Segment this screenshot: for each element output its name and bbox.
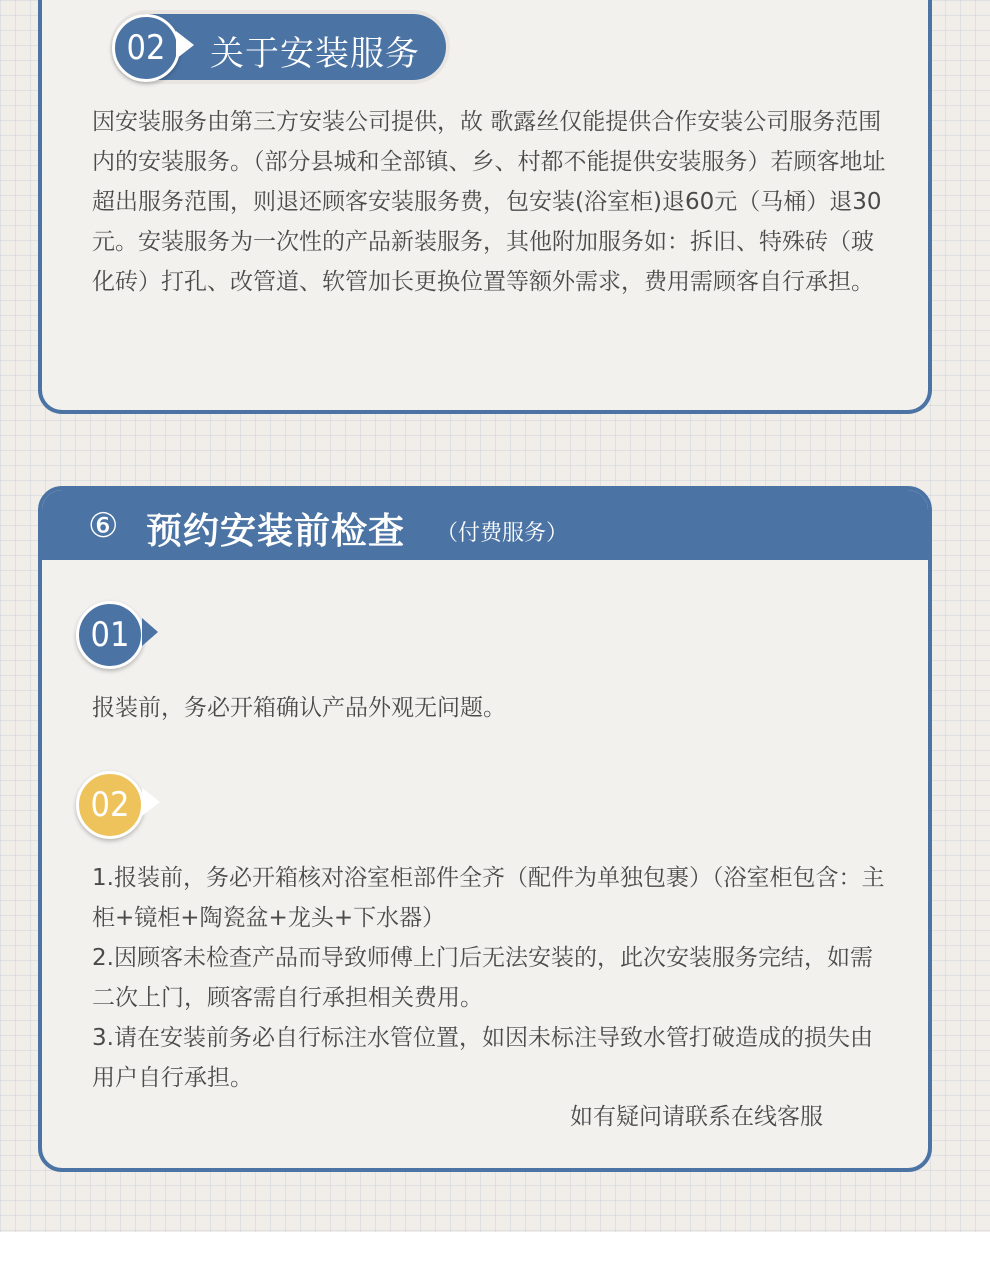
section-header bbox=[42, 490, 928, 560]
number-badge-02-gold: 02 bbox=[76, 771, 144, 839]
badge-arrow-icon bbox=[176, 31, 194, 59]
install-service-card bbox=[38, 0, 932, 414]
item2-list bbox=[92, 858, 892, 1098]
contact-note: 如有疑问请联系在线客服 bbox=[570, 1104, 823, 1130]
section-subtitle: （付费服务） bbox=[436, 521, 569, 546]
install-service-title: 关于安装服务 bbox=[210, 34, 420, 74]
item1-text: 报装前，务必开箱确认产品外观无问题。 bbox=[92, 695, 506, 721]
section-number: ⑥ bbox=[88, 506, 119, 546]
install-service-paragraph: 因安装服务由第三方安装公司提供，故 歌露丝仅能提供合作安装公司服务范围内的安装服务。（部分县城和全部镇、乡、村都不能提供安装服务）若顾客地址超出服务范围，则退还顾客安装服务费，包安装(浴室柜)退60元（马桶）退30元。安装服务为一次性的产品新装服务，其他附加服务如：拆旧、特殊砖（玻化砖）打孔、改管道、软管加长更换位置等额外需求，费用需顾客自行承担。 bbox=[92, 109, 886, 295]
pre-install-check-card bbox=[38, 486, 932, 1172]
item2-line-1: 1.报装前，务必开箱核对浴室柜部件全齐（配件为单独包裹）（浴室柜包含：主柜+镜柜+陶瓷盆+龙头+下水器） bbox=[92, 865, 885, 931]
section-title: 预约安装前检查 bbox=[146, 511, 406, 552]
item2-line-3: 3.请在安装前务必自行标注水管位置，如因未标注导致水管打破造成的损失由用户自行承担。 bbox=[92, 1025, 873, 1091]
badge-arrow-icon bbox=[142, 618, 158, 646]
item2-line-2: 2.因顾客未检查产品而导致师傅上门后无法安装的，此次安装服务完结，如需二次上门，顾客需自行承担相关费用。 bbox=[92, 945, 873, 1011]
number-badge-01: 01 bbox=[76, 601, 144, 669]
number-badge-02: 02 bbox=[112, 14, 180, 82]
badge-arrow-icon bbox=[142, 788, 160, 816]
